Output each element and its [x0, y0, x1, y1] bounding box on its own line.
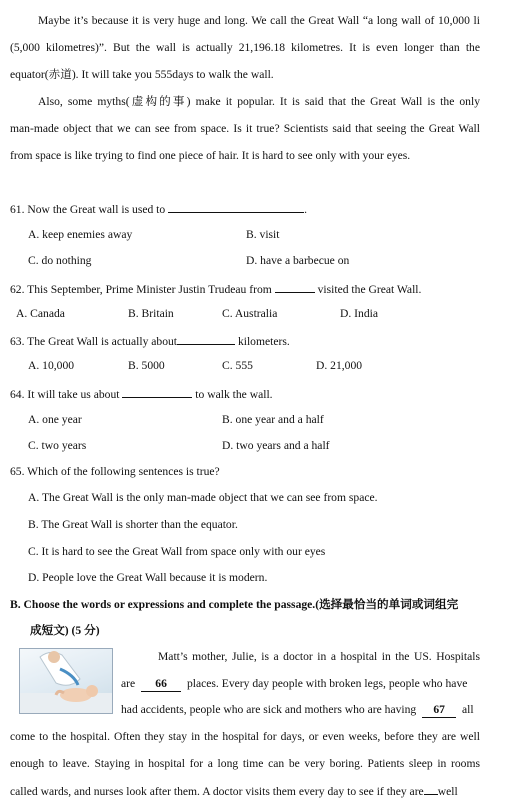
- section-b-text: called wards, and nurses look after them. A doctor visits them every day to see if they are: [10, 785, 424, 798]
- question-stem-text: 61. Now the Great wall is used to: [10, 203, 166, 216]
- option-65-c[interactable]: C. It is hard to see the Great Wall from space only with our eyes: [28, 545, 326, 558]
- section-b-text: are: [121, 677, 136, 690]
- doctor-baby-icon: [20, 649, 112, 713]
- answer-blank-66[interactable]: 66: [141, 677, 181, 692]
- option-62-a[interactable]: A. Canada: [16, 307, 65, 320]
- section-b-line: [121, 703, 481, 718]
- option-61-c[interactable]: C. do nothing: [28, 254, 92, 267]
- question-62-stem: [10, 281, 421, 297]
- option-61-a[interactable]: A. keep enemies away: [28, 228, 133, 241]
- option-64-b[interactable]: B. one year and a half: [222, 413, 324, 426]
- question-stem-text: 63. The Great Wall is actually about: [10, 335, 178, 348]
- section-b-text: places. Every day people with broken legs, people who have: [186, 677, 468, 690]
- answer-blank-67[interactable]: 67: [422, 703, 456, 718]
- option-64-c[interactable]: C. two years: [28, 439, 87, 452]
- question-stem-text: 62. This September, Prime Minister Justin Trudeau from: [10, 283, 272, 296]
- answer-blank-68[interactable]: [424, 783, 438, 795]
- answer-blank-61[interactable]: [168, 201, 304, 213]
- passage-line: Maybe it’s because it is very huge and long. We call the Great Wall “a long wall of 10,000 li: [38, 14, 480, 27]
- option-61-b[interactable]: B. visit: [246, 228, 280, 241]
- option-63-b[interactable]: B. 5000: [128, 359, 165, 372]
- question-stem-tail: to walk the wall.: [195, 388, 273, 401]
- option-65-b[interactable]: B. The Great Wall is shorter than the equator.: [28, 518, 238, 531]
- answer-blank-64[interactable]: [122, 386, 192, 398]
- option-65-d[interactable]: D. People love the Great Wall because it is modern.: [28, 571, 268, 584]
- section-b-line: Matt’s mother, Julie, is a doctor in a hospital in the US. Hospitals: [158, 650, 480, 663]
- section-b-line: [10, 783, 458, 799]
- option-64-a[interactable]: A. one year: [28, 413, 82, 426]
- passage-line: equator(赤道). It will take you 555days to walk the wall.: [10, 68, 274, 81]
- option-63-d[interactable]: D. 21,000: [316, 359, 363, 372]
- section-b-heading-cont: 成短文) (5 分): [30, 624, 100, 637]
- answer-blank-63[interactable]: [177, 333, 235, 345]
- question-stem-tail: kilometers.: [237, 335, 290, 348]
- passage-line: Also, some myths(虚构的事) make it popular. It is said that the Great Wall is the only: [38, 95, 480, 108]
- option-65-a[interactable]: A. The Great Wall is the only man-made object that we can see from space.: [28, 491, 378, 504]
- doctor-baby-illustration: [19, 648, 113, 714]
- option-62-c[interactable]: C. Australia: [222, 307, 278, 320]
- passage-line: (5,000 kilometres)”. But the wall is actually 21,196.18 kilometres. It is even longer than the: [10, 41, 480, 54]
- option-62-b[interactable]: B. Britain: [128, 307, 174, 320]
- passage-line: man-made object that we can see from space. Is it true? Scientists said that seeing the Great Wall: [10, 122, 480, 135]
- question-64-stem: [10, 386, 273, 402]
- passage-line: from space is like trying to find one piece of hair. It is hard to see only with your eyes.: [10, 149, 411, 162]
- question-61-stem: [10, 201, 307, 217]
- option-63-a[interactable]: A. 10,000: [28, 359, 75, 372]
- question-63-stem: [10, 333, 290, 349]
- question-stem-tail: .: [304, 203, 308, 216]
- option-62-d[interactable]: D. India: [340, 307, 378, 320]
- option-63-c[interactable]: C. 555: [222, 359, 253, 372]
- option-64-d[interactable]: D. two years and a half: [222, 439, 330, 452]
- section-b-text: well: [437, 785, 458, 798]
- section-b-text: all: [462, 703, 474, 716]
- question-stem-tail: visited the Great Wall.: [317, 283, 422, 296]
- answer-blank-62[interactable]: [275, 281, 315, 293]
- section-b-line: come to the hospital. Often they stay in the hospital for days, or even weeks, before they are well: [10, 730, 480, 743]
- section-b-line: [121, 677, 481, 692]
- section-b-text: had accidents, people who are sick and mothers who are having: [121, 703, 417, 716]
- option-61-d[interactable]: D. have a barbecue on: [246, 254, 350, 267]
- question-stem-text: 64. It will take us about: [10, 388, 120, 401]
- section-b-line: enough to leave. Staying in hospital for a long time can be very boring. Patients sleep in rooms: [10, 757, 480, 770]
- section-b-heading: B. Choose the words or expressions and complete the passage.(选择最恰当的单词或词组完: [10, 598, 459, 611]
- question-65-stem: 65. Which of the following sentences is true?: [10, 465, 220, 478]
